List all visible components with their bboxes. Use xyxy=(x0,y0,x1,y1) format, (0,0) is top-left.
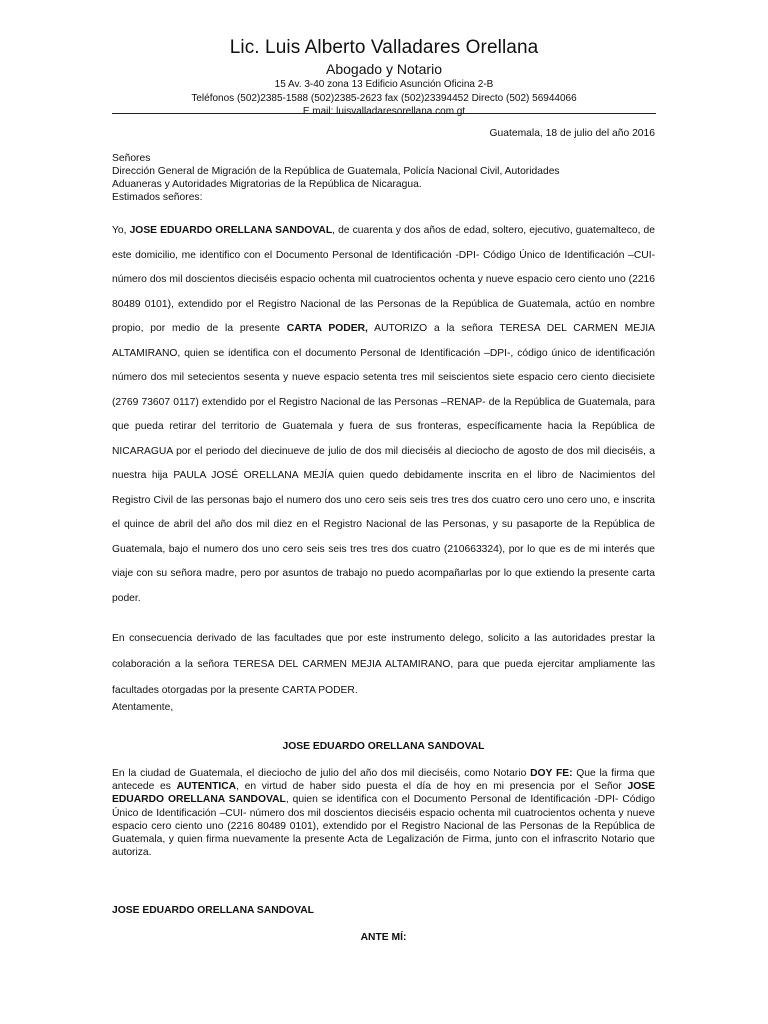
addressee-line-1: Dirección General de Migración de la República de Guatemala, Policía Nacional Civil, Autoridades xyxy=(112,166,560,177)
autentica-label: AUTENTICA xyxy=(176,781,237,793)
text-run: , de cuarenta y dos años de edad, soltero, ejecutivo, guatemalteco, de este domicilio, me identifico con el Documento Personal de Identificación -DPI- Código Único de Identificación –CUI- número dos mil doscientos dieciséis espacio ochenta mil cuatrocientos ochenta y nueve espacio cero ciento uno (2216 80489 0101), extendido por el Registro Nacional de las Personas de la República de Guatemala, actúo en nombre propio, por medio de la presente xyxy=(112,225,655,334)
lawyer-name: Lic. Luis Alberto Valladares Orellana xyxy=(229,37,539,58)
text-run: AUTORIZO a la señora TERESA DEL CARMEN MEJIA ALTAMIRANO, quien se identifica con el documento Personal de Identificación –DPI-, código único de identificación número dos mil setecientos sesenta y nueve espacio setenta tres mil seiscientos siete espacio cero ciento diecisiete (2769 73607 0117) extendido por el Registro Nacional de las Personas –RENAP- de la República de Guatemala, para que pueda retirar del territorio de Guatemala y fuera de sus fronteras, específicamente hacia la República de NICARAGUA por el periodo del diecinueve de julio de dos mil dieciséis al dieciocho de agosto de dos mil dieciséis, a nuestra hija PAULA JOSÉ ORELLANA MEJÍA quien quedo debidamente inscrita en el libro de Nacimientos del Registro Civil de las personas bajo el numero dos uno cero seis seis tres tres dos cuatro cero uno cero uno, e inscrita el quince de abril del año dos mil diez en el Registro Nacional de las Personas, y su pasaporte de la República de Guatemala, bajo el numero dos uno cero seis seis tres tres dos cuatro (210663324), por lo que es de mi interés que viaje con su señora madre, pero por asuntos de trabajo no puedo acompañarlas por lo que extiendo la presente carta poder. xyxy=(112,323,655,604)
request-paragraph: En consecuencia derivado de las facultades que por este instrumento delego, solicito a las autoridades prestar la colaboración a la señora TERESA DEL CARMEN MEJIA ALTAMIRANO, para que pueda ejercitar ampliamente las facultades otorgadas por la presente CARTA PODER. xyxy=(112,633,655,696)
text-run: Yo, xyxy=(112,225,130,236)
greeting: Estimados señores: xyxy=(112,192,203,203)
lawyer-title: Abogado y Notario xyxy=(326,61,442,77)
carta-poder-label: CARTA PODER, xyxy=(286,323,368,334)
authorization-paragraph xyxy=(112,219,655,611)
signer-name: JOSE EDUARDO ORELLANA SANDOVAL xyxy=(112,781,655,806)
addressee-line-2: Aduaneras y Autoridades Migratorias de la República de Nicaragua. xyxy=(112,179,422,190)
doy-fe-label: DOY FE: xyxy=(530,768,573,779)
grantor-name: JOSE EDUARDO ORELLANA SANDOVAL xyxy=(129,225,333,236)
text-run: Que la firma que antecede es xyxy=(112,768,656,793)
text-run: En la ciudad de Guatemala, el dieciocho de julio del año dos mil dieciséis, como Notario xyxy=(112,768,531,779)
legalization-paragraph xyxy=(112,767,655,859)
addressee-block xyxy=(112,152,655,204)
signature-name: JOSE EDUARDO ORELLANA SANDOVAL xyxy=(282,741,485,752)
letter-date: Guatemala, 18 de julio del año 2016 xyxy=(489,128,655,139)
text-run: , quien se identifica con el Documento Personal de Identificación -DPI- Código Único de Identificación –CUI- número dos mil doscientos dieciséis espacio ochenta mil cuatrocientos ochenta y nueve espacio cero ciento uno (2216 80489 0101), extendido por el Registro Nacional de las Personas de la República de Guatemala, y quien firma nuevamente la presente Acta de Legalización de Firma, junto con el infrascrito Notario que autoriza. xyxy=(112,794,655,859)
closing: Atentamente, xyxy=(112,702,174,713)
letterhead xyxy=(112,36,656,119)
ante-mi-label: ANTE MÍ: xyxy=(360,932,407,943)
signature-name-2: JOSE EDUARDO ORELLANA SANDOVAL xyxy=(112,905,314,916)
header-divider xyxy=(112,113,656,114)
text-run: , en virtud de haber sido puesta el día de hoy en mi presencia por el Señor xyxy=(236,781,628,793)
office-phones: Teléfonos (502)2385-1588 (502)2385-2623 fax (502)23394452 Directo (502) 56944066 xyxy=(191,92,577,104)
office-address: 15 Av. 3-40 zona 13 Edificio Asunción Oficina 2-B xyxy=(274,79,494,90)
salutation: Señores xyxy=(112,153,151,164)
office-email: E mail: luisvalladaresorellana.com.gt xyxy=(302,106,466,117)
